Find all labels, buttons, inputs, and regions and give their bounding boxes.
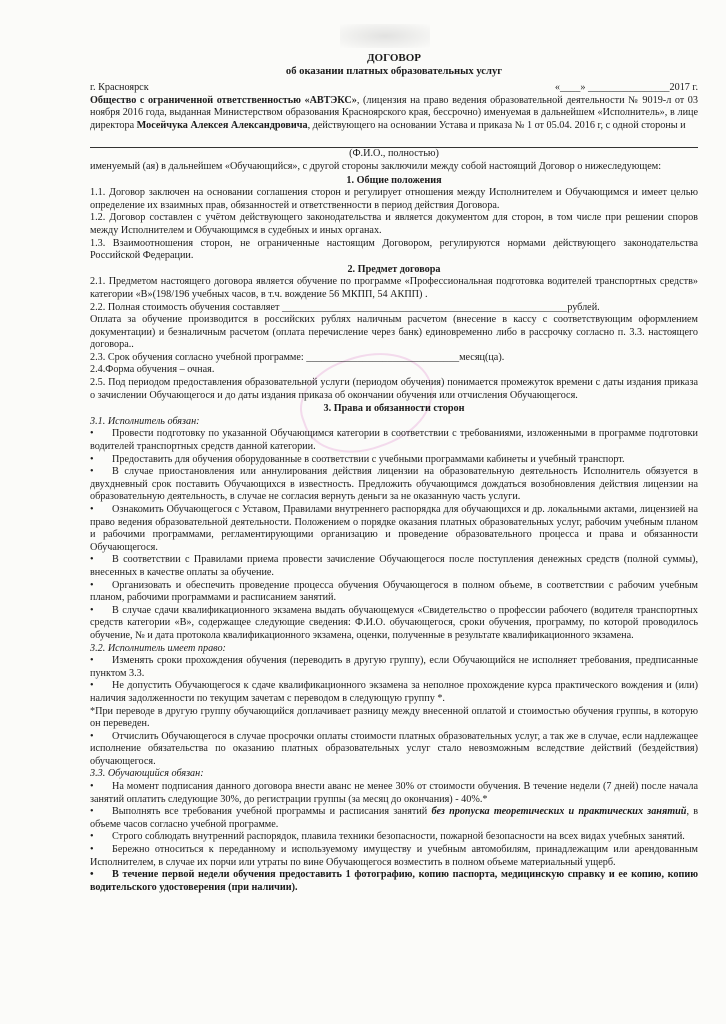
document-title: ДОГОВОР bbox=[366, 52, 422, 64]
clause-3-3-heading: 3.3. Обучающийся обязан: bbox=[90, 768, 204, 780]
clause-1-1: 1.1. Договор заключен на основании соглашения сторон и регулирует отношения между Исполнителем и Обучающимся и имеет целью определение их взаимных прав, обязанностей и ответственности в период действия Договора. bbox=[90, 187, 698, 211]
list-item: • В течение первой недели обучения предоставить 1 фотографию, копию паспорта, медицинскую справку и ее копию, копию водительского удостоверения (при наличии). bbox=[90, 869, 698, 893]
list-item: • Не допустить Обучающегося к сдаче квалификационного экзамена за неполное прохождение курса практического вождения и (или) наличия задолженности по текущим зачетам с переводом в следующую группу *. bbox=[90, 680, 698, 704]
clause-3-1-heading: 3.1. Исполнитель обязан: bbox=[90, 415, 200, 427]
list-item: • В случае приостановления или аннулирования действия лицензии на образовательную деятельность Исполнитель обязуется в двухдневный срок поставить Обучающихся в известность. Предложить обучающимся дождаться возобновления действия лицензии на образовательную деятельность, в случае не согласия вернуть деньги за не оказанную часть услуги. bbox=[90, 466, 698, 503]
list-item: • Бережно относиться к переданному и используемому имуществу и учебным автомобилям, принадлежащим или арендованным Исполнителем, в случае их порчи или утраты по вине Обучающегося возместить в полном объеме материальный ущерб. bbox=[90, 844, 698, 868]
contract-date: «____» ________________2017 г. bbox=[554, 82, 698, 93]
city-date-row bbox=[90, 82, 698, 95]
list-item: • Выполнять все требования учебной программы и расписания занятий без пропуска теоретических и практических занятий, в объеме часов согласно учебной программе. bbox=[90, 806, 698, 830]
list-item: • Строго соблюдать внутренний распорядок, плавила техники безопасности, пожарной безопасности на всех видах учебных занятий. bbox=[90, 831, 685, 843]
clause-2-4: 2.4.Форма обучения – очная. bbox=[90, 364, 215, 376]
clause-2-2: 2.2. Полная стоимость обучения составляет ________________________________________________________рублей. bbox=[90, 301, 600, 313]
section3-title: 3. Права и обязанности сторон bbox=[323, 403, 465, 415]
student-paragraph: именуемый (ая) в дальнейшем «Обучающийся», с другой стороны заключили между собой настоящий Договор о нижеследующем: bbox=[90, 160, 662, 172]
city: г. Красноярск bbox=[90, 82, 149, 93]
section1-title: 1. Общие положения bbox=[346, 174, 442, 186]
list-item: • Провести подготовку по указанной Обучающимся категории в соответствии с требованиями, изложенными в программе подготовки водителей транспортных средств данной категории. bbox=[90, 428, 698, 453]
list-item: • Организовать и обеспечить проведение процесса обучения Обучающегося в полном объеме, в соответствии с рабочим учебным планом, рабочими программами и расписанием занятий. bbox=[90, 579, 698, 604]
clause-1-3: 1.3. Взаимоотношения сторон, не ограниченные настоящим Договором, регулируются нормами действующего законодательства Российской Федерации. bbox=[90, 237, 698, 262]
clause-2-1: 2.1. Предметом настоящего договора является обучение по программе «Профессиональная подготовка водителей транспортных средств» категории «В»(198/196 учебных часов, в т.ч. вождение 56 МКПП, 54 АКПП) . bbox=[90, 276, 698, 300]
transfer-note: *При переводе в другую группу обучающийся доплачивает разницу между внесенной оплатой и стоимостью обучения группы, в которую он переведен. bbox=[90, 705, 698, 730]
list-item: • Ознакомить Обучающегося с Уставом, Правилами внутреннего распорядка для обучающихся и др. локальными актами, лицензией на право ведения образовательной деятельности. Положением о порядке оказания платных образовательных услуг, рабочим учебным планом и рабочими программами, регламентирующими организацию и проведение образовательного процесса и права и обязанности Обучающегося. bbox=[90, 504, 698, 553]
fio-label: (Ф.И.О., полностью) bbox=[349, 148, 439, 160]
payment-paragraph: Оплата за обучение производится в российских рублях наличным расчетом (внесение в кассу с соответствующим оформлением документации) и безналичным расчетом (оплата перечисление через банк) единовременно либо в рассрочку согласно п. 3.3. настоящего договора.. bbox=[90, 314, 698, 351]
list-item: • Отчислить Обучающегося в случае просрочки оплаты стоимости платных образовательных услуг, а так же в случае, если надлежащее исполнение обязательства по оказанию платных образовательных услуг стало невозможным вследствие действий (бездействия) обучающегося. bbox=[90, 730, 698, 767]
list-item: • Предоставить для обучения оборудованные в соответствии с учебными программами кабинеты и учебный транспорт. bbox=[90, 453, 625, 465]
document-subtitle: об оказании платных образовательных услуг bbox=[285, 66, 503, 77]
section2-title: 2. Предмет договора bbox=[347, 263, 441, 275]
student-name-line[interactable] bbox=[90, 134, 698, 148]
list-item: • В случае сдачи квалификационного экзамена выдать обучающемуся «Свидетельство о профессии рабочего (водителя транспортных средств категории «В», содержащее следующие сведения: Ф.И.О. обучающегося, сроки обучения, программу, по которой проводилось обучение, № и дата протокола квалификационного экзамена, оценки, полученные в результате квалификационного экзамена. bbox=[90, 604, 698, 641]
list-item: • На момент подписания данного договора внести аванс не менее 30% от стоимости обучения. В течение недели (7 дней) после начала занятий оплатить следующие 30%, до регистрации группы (за месяц до окончания) - 40%.* bbox=[90, 781, 698, 805]
list-item: • В соответствии с Правилами приема провести зачисление Обучающегося после поступления денежных средств (полной суммы), внесенных в качестве оплаты за обучение. bbox=[90, 554, 698, 578]
clause-3-2-heading: 3.2. Исполнитель имеет право: bbox=[90, 642, 226, 654]
clause-1-2: 1.2. Договор составлен с учётом действующего законодательства и является документом для сторон, в том числе при решении споров между Исполнителем и Обучающимся в судебных и иных органах. bbox=[90, 212, 698, 236]
list-item: • Изменять сроки прохождения обучения (переводить в другую группу), если Обучающийся не исполняет требования, предписанные пунктом 3.3. bbox=[90, 655, 698, 679]
intro-paragraph: Общество с ограниченной ответственностью «АВТЭКС», (лицензия на право ведения образовательной деятельности № 9019-л от 03 ноября 2016 года, выданная Министерством образования Красноярского края, бессрочно) именуемая в дальнейшем «Исполнитель», в лице директора Мосейчука Алексея Александровича, действующего на основании Устава и приказа № 1 от 05.04. 2016 г, с одной стороны и bbox=[90, 94, 698, 131]
clause-2-3: 2.3. Срок обучения согласно учебной программе: ______________________________месяц(ца). bbox=[90, 351, 505, 363]
clause-2-5: 2.5. Под периодом предоставления образовательной услуги (периодом обучения) понимается промежуток времени с даты издания приказа о зачислении Обучающегося и до даты издания приказа об окончании обучения или отчисления Обучающегося. bbox=[90, 377, 698, 401]
